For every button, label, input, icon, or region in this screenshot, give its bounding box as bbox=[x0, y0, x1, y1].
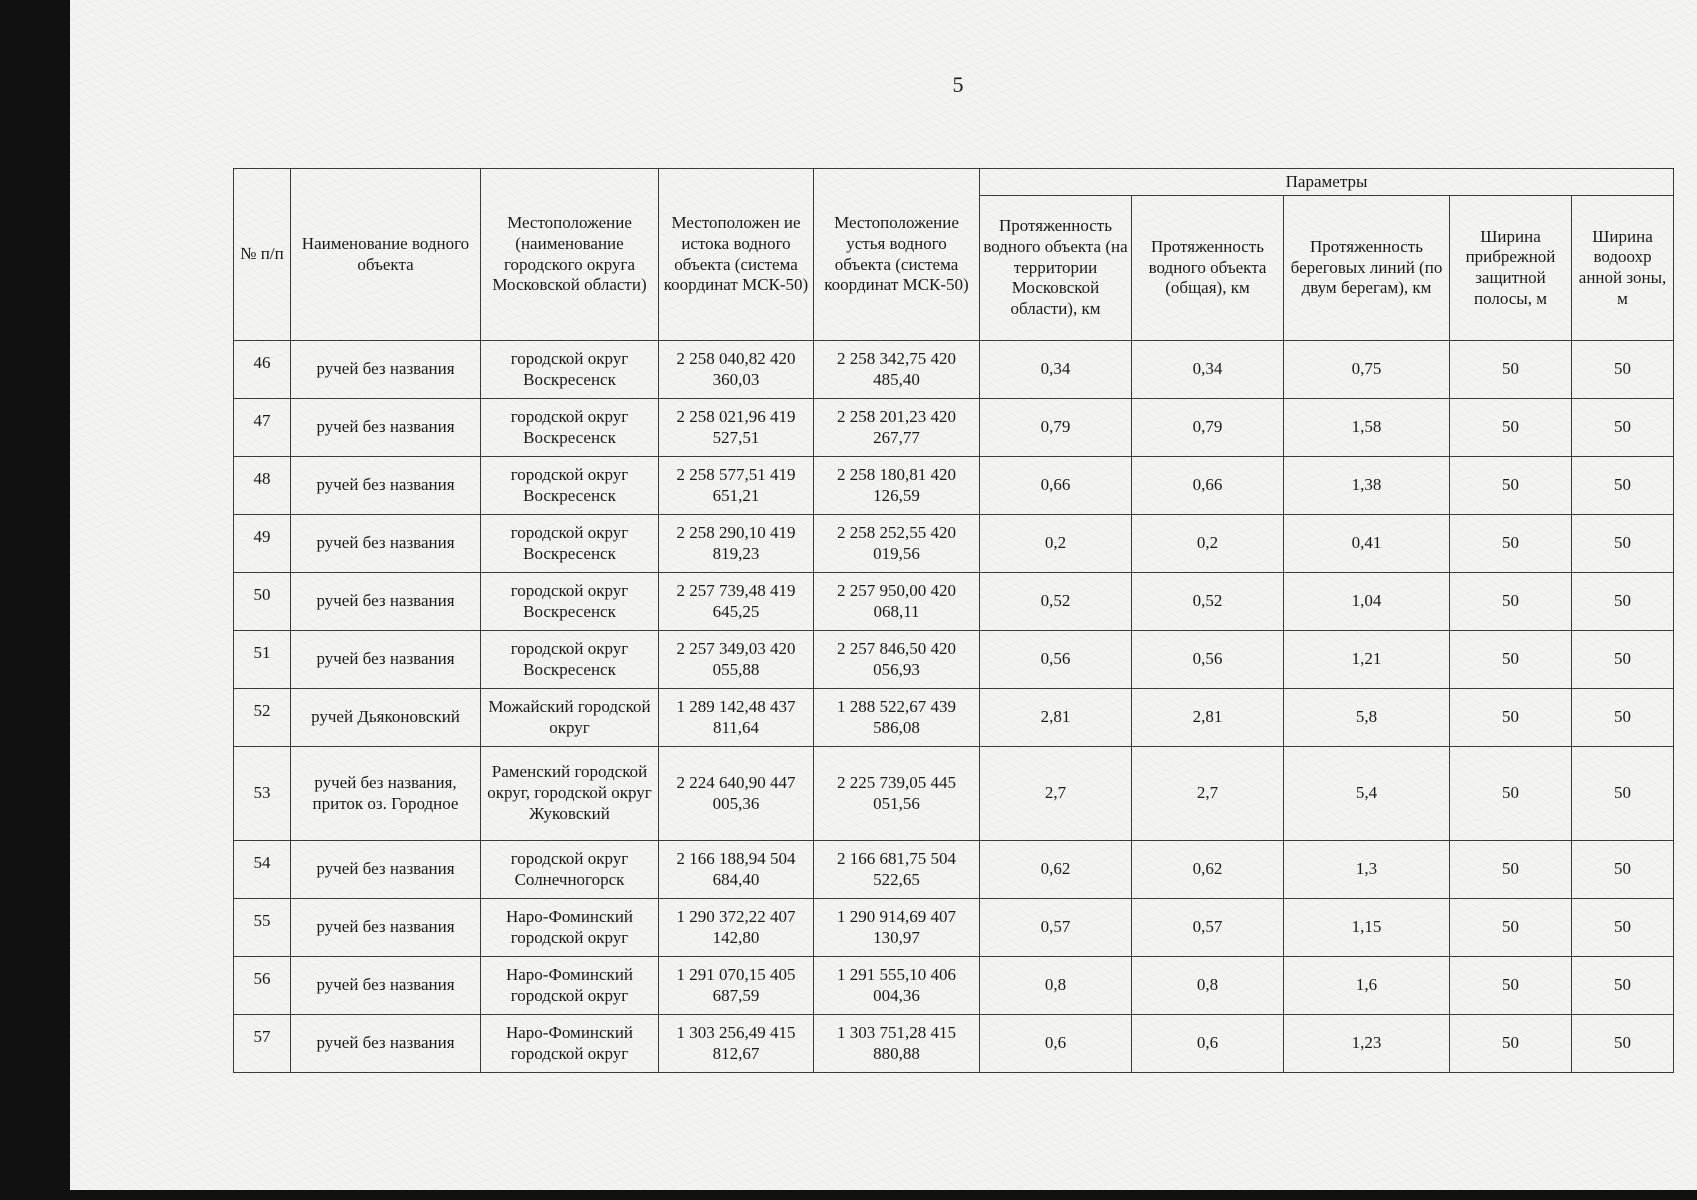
cell-mouth: 2 258 342,75 420 485,40 bbox=[814, 341, 980, 399]
cell-length-region: 0,52 bbox=[980, 573, 1132, 631]
cell-mouth: 2 258 201,23 420 267,77 bbox=[814, 399, 980, 457]
cell-length-total: 0,56 bbox=[1132, 631, 1284, 689]
cell-shoreline: 5,8 bbox=[1284, 689, 1450, 747]
cell-water-zone: 50 bbox=[1572, 1015, 1674, 1073]
cell-num: 53 bbox=[234, 747, 291, 841]
cell-coastal-strip: 50 bbox=[1450, 899, 1572, 957]
cell-name: ручей без названия bbox=[291, 399, 481, 457]
cell-source: 2 258 290,10 419 819,23 bbox=[659, 515, 814, 573]
header-location: Местоположение (наименование городского округа Московской области) bbox=[481, 169, 659, 341]
cell-name: ручей без названия bbox=[291, 457, 481, 515]
cell-length-region: 0,2 bbox=[980, 515, 1132, 573]
cell-length-region: 0,34 bbox=[980, 341, 1132, 399]
cell-source: 1 289 142,48 437 811,64 bbox=[659, 689, 814, 747]
cell-source: 1 291 070,15 405 687,59 bbox=[659, 957, 814, 1015]
header-coastal-strip: Ширина прибрежной защитной полосы, м bbox=[1450, 196, 1572, 341]
cell-length-region: 0,66 bbox=[980, 457, 1132, 515]
cell-shoreline: 1,21 bbox=[1284, 631, 1450, 689]
cell-length-total: 2,81 bbox=[1132, 689, 1284, 747]
table-row bbox=[234, 899, 1674, 957]
cell-length-total: 0,79 bbox=[1132, 399, 1284, 457]
table-row bbox=[234, 689, 1674, 747]
cell-source: 2 257 349,03 420 055,88 bbox=[659, 631, 814, 689]
cell-shoreline: 1,04 bbox=[1284, 573, 1450, 631]
cell-length-region: 0,79 bbox=[980, 399, 1132, 457]
cell-source: 2 258 021,96 419 527,51 bbox=[659, 399, 814, 457]
cell-water-zone: 50 bbox=[1572, 899, 1674, 957]
cell-water-zone: 50 bbox=[1572, 689, 1674, 747]
cell-name: ручей без названия bbox=[291, 573, 481, 631]
cell-length-total: 0,62 bbox=[1132, 841, 1284, 899]
cell-mouth: 2 225 739,05 445 051,56 bbox=[814, 747, 980, 841]
cell-shoreline: 0,41 bbox=[1284, 515, 1450, 573]
cell-shoreline: 5,4 bbox=[1284, 747, 1450, 841]
cell-shoreline: 1,23 bbox=[1284, 1015, 1450, 1073]
cell-name: ручей Дьяконовский bbox=[291, 689, 481, 747]
cell-length-region: 0,56 bbox=[980, 631, 1132, 689]
cell-location: городской округ Воскресенск bbox=[481, 341, 659, 399]
cell-mouth: 1 291 555,10 406 004,36 bbox=[814, 957, 980, 1015]
cell-source: 2 258 040,82 420 360,03 bbox=[659, 341, 814, 399]
cell-water-zone: 50 bbox=[1572, 399, 1674, 457]
cell-num: 46 bbox=[234, 341, 291, 399]
cell-mouth: 1 288 522,67 439 586,08 bbox=[814, 689, 980, 747]
header-source: Местоположен ие истока водного объекта (система координат МСК-50) bbox=[659, 169, 814, 341]
table-row bbox=[234, 957, 1674, 1015]
cell-num: 54 bbox=[234, 841, 291, 899]
cell-num: 47 bbox=[234, 399, 291, 457]
cell-source: 1 303 256,49 415 812,67 bbox=[659, 1015, 814, 1073]
cell-coastal-strip: 50 bbox=[1450, 841, 1572, 899]
cell-location: городской округ Воскресенск bbox=[481, 515, 659, 573]
cell-mouth: 2 257 846,50 420 056,93 bbox=[814, 631, 980, 689]
cell-water-zone: 50 bbox=[1572, 747, 1674, 841]
cell-coastal-strip: 50 bbox=[1450, 631, 1572, 689]
cell-length-region: 0,57 bbox=[980, 899, 1132, 957]
cell-num: 49 bbox=[234, 515, 291, 573]
cell-length-total: 0,34 bbox=[1132, 341, 1284, 399]
cell-coastal-strip: 50 bbox=[1450, 341, 1572, 399]
header-row-1 bbox=[234, 169, 1674, 196]
cell-length-total: 0,8 bbox=[1132, 957, 1284, 1015]
cell-shoreline: 1,6 bbox=[1284, 957, 1450, 1015]
cell-water-zone: 50 bbox=[1572, 457, 1674, 515]
table-row bbox=[234, 747, 1674, 841]
cell-num: 51 bbox=[234, 631, 291, 689]
cell-source: 1 290 372,22 407 142,80 bbox=[659, 899, 814, 957]
cell-coastal-strip: 50 bbox=[1450, 573, 1572, 631]
cell-location: городской округ Воскресенск bbox=[481, 573, 659, 631]
page-number: 5 bbox=[952, 72, 964, 97]
cell-location: Наро-Фоминский городской округ bbox=[481, 957, 659, 1015]
cell-length-region: 0,8 bbox=[980, 957, 1132, 1015]
cell-length-total: 0,2 bbox=[1132, 515, 1284, 573]
table-row bbox=[234, 573, 1674, 631]
table-row bbox=[234, 457, 1674, 515]
cell-length-total: 0,66 bbox=[1132, 457, 1284, 515]
header-params: Параметры bbox=[980, 169, 1674, 196]
cell-shoreline: 1,15 bbox=[1284, 899, 1450, 957]
cell-water-zone: 50 bbox=[1572, 341, 1674, 399]
cell-mouth: 1 303 751,28 415 880,88 bbox=[814, 1015, 980, 1073]
header-shoreline: Протяженность береговых линий (по двум берегам), км bbox=[1284, 196, 1450, 341]
cell-num: 55 bbox=[234, 899, 291, 957]
cell-num: 50 bbox=[234, 573, 291, 631]
cell-length-region: 2,81 bbox=[980, 689, 1132, 747]
header-name: Наименование водного объекта bbox=[291, 169, 481, 341]
cell-location: городской округ Воскресенск bbox=[481, 399, 659, 457]
cell-location: Можайский городской округ bbox=[481, 689, 659, 747]
cell-coastal-strip: 50 bbox=[1450, 457, 1572, 515]
cell-name: ручей без названия, приток оз. Городное bbox=[291, 747, 481, 841]
cell-name: ручей без названия bbox=[291, 957, 481, 1015]
header-mouth: Местоположение устья водного объекта (система координат МСК-50) bbox=[814, 169, 980, 341]
table-row bbox=[234, 1015, 1674, 1073]
cell-water-zone: 50 bbox=[1572, 957, 1674, 1015]
cell-num: 52 bbox=[234, 689, 291, 747]
cell-mouth: 2 166 681,75 504 522,65 bbox=[814, 841, 980, 899]
cell-location: городской округ Солнечногорск bbox=[481, 841, 659, 899]
water-objects-table bbox=[233, 168, 1674, 1073]
cell-coastal-strip: 50 bbox=[1450, 957, 1572, 1015]
header-water-zone: Ширина водоохр анной зоны, м bbox=[1572, 196, 1674, 341]
cell-coastal-strip: 50 bbox=[1450, 747, 1572, 841]
cell-shoreline: 1,58 bbox=[1284, 399, 1450, 457]
cell-location: городской округ Воскресенск bbox=[481, 457, 659, 515]
cell-mouth: 2 258 252,55 420 019,56 bbox=[814, 515, 980, 573]
cell-mouth: 1 290 914,69 407 130,97 bbox=[814, 899, 980, 957]
cell-source: 2 166 188,94 504 684,40 bbox=[659, 841, 814, 899]
cell-shoreline: 0,75 bbox=[1284, 341, 1450, 399]
cell-length-total: 2,7 bbox=[1132, 747, 1284, 841]
header-length-region: Протяженность водного объекта (на территории Московской области), км bbox=[980, 196, 1132, 341]
cell-name: ручей без названия bbox=[291, 1015, 481, 1073]
cell-num: 48 bbox=[234, 457, 291, 515]
cell-mouth: 2 257 950,00 420 068,11 bbox=[814, 573, 980, 631]
cell-source: 2 224 640,90 447 005,36 bbox=[659, 747, 814, 841]
cell-mouth: 2 258 180,81 420 126,59 bbox=[814, 457, 980, 515]
cell-location: Наро-Фоминский городской округ bbox=[481, 1015, 659, 1073]
cell-num: 56 bbox=[234, 957, 291, 1015]
cell-coastal-strip: 50 bbox=[1450, 399, 1572, 457]
cell-source: 2 257 739,48 419 645,25 bbox=[659, 573, 814, 631]
cell-length-total: 0,52 bbox=[1132, 573, 1284, 631]
cell-water-zone: 50 bbox=[1572, 515, 1674, 573]
cell-length-region: 2,7 bbox=[980, 747, 1132, 841]
cell-length-total: 0,57 bbox=[1132, 899, 1284, 957]
cell-shoreline: 1,3 bbox=[1284, 841, 1450, 899]
cell-name: ручей без названия bbox=[291, 841, 481, 899]
cell-water-zone: 50 bbox=[1572, 573, 1674, 631]
cell-coastal-strip: 50 bbox=[1450, 689, 1572, 747]
cell-coastal-strip: 50 bbox=[1450, 515, 1572, 573]
cell-water-zone: 50 bbox=[1572, 631, 1674, 689]
cell-name: ручей без названия bbox=[291, 899, 481, 957]
table-row bbox=[234, 841, 1674, 899]
cell-water-zone: 50 bbox=[1572, 841, 1674, 899]
header-length-total: Протяженность водного объекта (общая), км bbox=[1132, 196, 1284, 341]
table-row bbox=[234, 399, 1674, 457]
cell-name: ручей без названия bbox=[291, 631, 481, 689]
cell-length-region: 0,6 bbox=[980, 1015, 1132, 1073]
header-num: № п/п bbox=[234, 169, 291, 341]
cell-coastal-strip: 50 bbox=[1450, 1015, 1572, 1073]
cell-source: 2 258 577,51 419 651,21 bbox=[659, 457, 814, 515]
table-row bbox=[234, 515, 1674, 573]
cell-name: ручей без названия bbox=[291, 341, 481, 399]
cell-shoreline: 1,38 bbox=[1284, 457, 1450, 515]
table-row bbox=[234, 631, 1674, 689]
cell-name: ручей без названия bbox=[291, 515, 481, 573]
cell-location: Наро-Фоминский городской округ bbox=[481, 899, 659, 957]
cell-num: 57 bbox=[234, 1015, 291, 1073]
cell-length-total: 0,6 bbox=[1132, 1015, 1284, 1073]
document-page bbox=[70, 0, 1697, 1190]
cell-length-region: 0,62 bbox=[980, 841, 1132, 899]
table-row bbox=[234, 341, 1674, 399]
cell-location: Раменский городской округ, городской округ Жуковский bbox=[481, 747, 659, 841]
cell-location: городской округ Воскресенск bbox=[481, 631, 659, 689]
